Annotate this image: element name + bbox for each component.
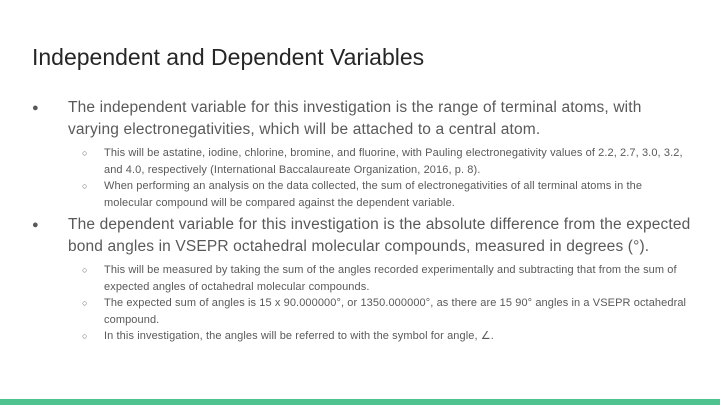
sub-bullet-text: In this investigation, the angles will be referred to with the symbol for angle, ∠.	[104, 330, 494, 342]
circle-bullet-icon: ○	[82, 298, 88, 308]
bullet-dot-icon: ●	[32, 102, 39, 114]
sub-bullet-text: When performing an analysis on the data collected, the sum of electronegativities of all terminal atoms in the molecular compound will be compared against the dependent variable.	[104, 180, 643, 209]
sub-bullet-item	[32, 145, 692, 178]
sub-bullet-item	[32, 328, 692, 345]
bullet-dot-icon: ●	[32, 219, 39, 231]
bullet-list	[32, 97, 692, 348]
circle-bullet-icon: ○	[82, 331, 88, 341]
bullet-item-dependent	[32, 214, 692, 258]
sub-bullet-text: This will be measured by taking the sum of the angles recorded experimentally and subtracting that from the sum of expected angles of octahedral molecular compounds.	[104, 264, 677, 293]
circle-bullet-icon: ○	[82, 265, 88, 275]
sub-bullet-item	[32, 178, 692, 211]
accent-bar	[0, 399, 720, 405]
sub-bullet-text: This will be astatine, iodine, chlorine, bromine, and fluorine, with Pauling electronegativity values of 2.2, 2.7, 3.0, 3.2, and 4.0, respectively (International Baccalaureate Organization, 2016, p. 8).	[104, 147, 683, 176]
circle-bullet-icon: ○	[82, 148, 88, 158]
bullet-text: The dependent variable for this investigation is the absolute difference from the expected bond angles in VSEPR octahedral molecular compounds, measured in degrees (°).	[68, 216, 691, 255]
sub-bullet-list	[32, 262, 692, 345]
sub-bullet-item	[32, 295, 692, 328]
sub-bullet-list	[32, 145, 692, 211]
circle-bullet-icon: ○	[82, 181, 88, 191]
sub-bullet-item	[32, 262, 692, 295]
bullet-item-independent	[32, 97, 692, 141]
sub-bullet-text: The expected sum of angles is 15 x 90.000000°, or 1350.000000°, as there are 15 90° angles in a VSEPR octahedral compound.	[104, 297, 687, 326]
slide-title: Independent and Dependent Variables	[32, 44, 425, 70]
bullet-text: The independent variable for this investigation is the range of terminal atoms, with varying electronegativities, which will be attached to a central atom.	[68, 99, 642, 138]
